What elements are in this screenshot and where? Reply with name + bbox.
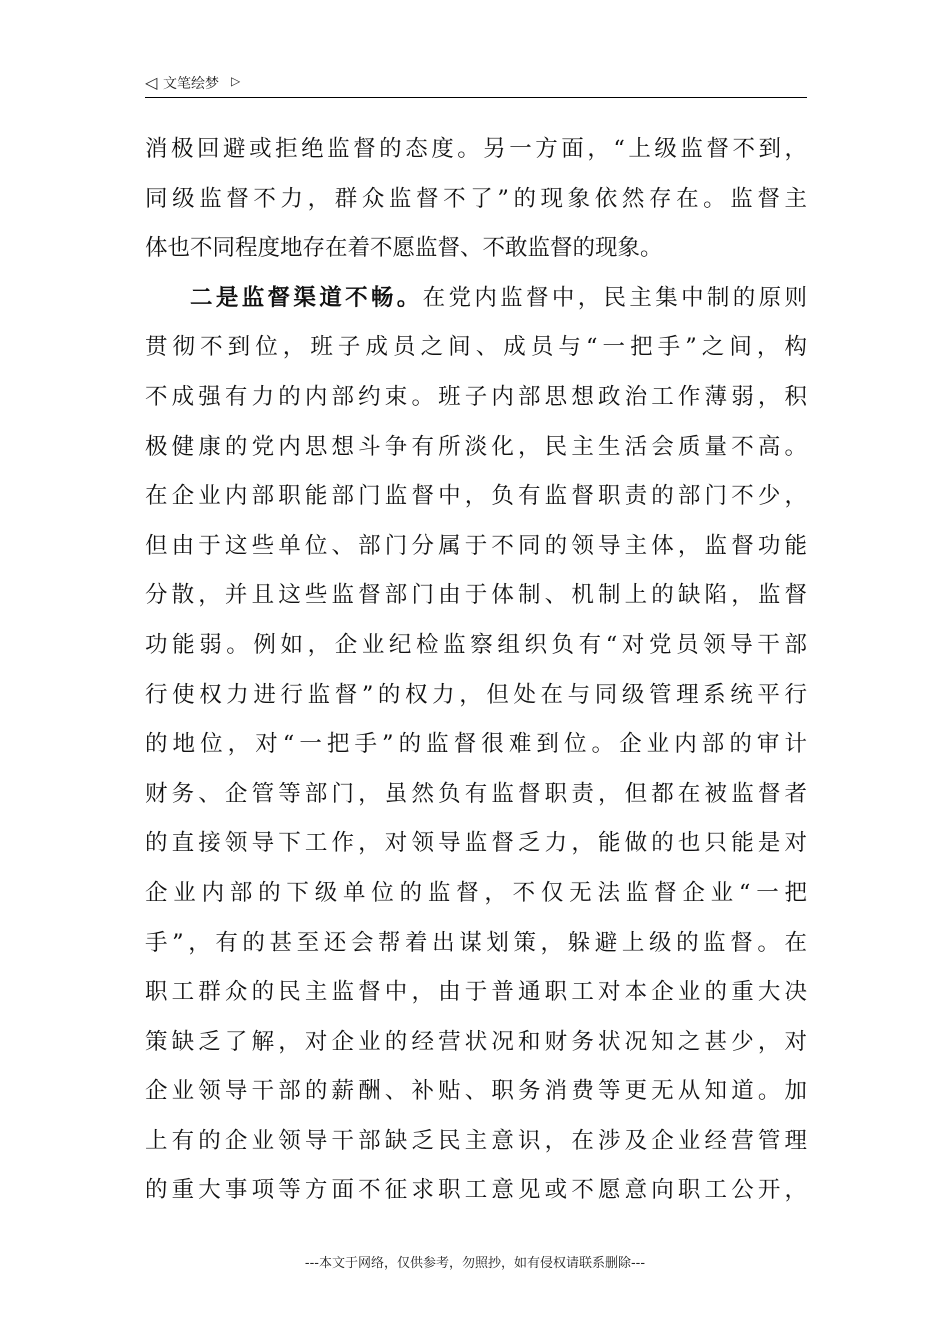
document-body: [145, 125, 807, 1216]
text-line: 企业内部的下级单位的监督，不仅无法监督企业“一把: [145, 879, 807, 906]
text-line: 的重大事项等方面不征求职工意见或不愿意向职工公开，: [145, 1177, 807, 1204]
text-line: 极健康的党内思想斗争有所淡化，民主生活会质量不高。: [145, 433, 807, 460]
triangle-right-icon: ▷: [231, 74, 241, 88]
text-line: 上有的企业领导干部缺乏民主意识，在涉及企业经营管理: [145, 1127, 807, 1154]
text-line: 体也不同程度地存在着不愿监督、不敢监督的现象。: [145, 235, 663, 262]
text-line: 策缺乏了解，对企业的经营状况和财务状况知之甚少，对: [145, 1028, 807, 1055]
text-line: 在企业内部职能部门监督中，负有监督职责的部门不少，: [145, 483, 807, 510]
text-line: 但由于这些单位、部门分属于不同的领导主体，监督功能: [145, 532, 807, 559]
text-line: 贯彻不到位，班子成员之间、成员与“一把手”之间，构: [145, 334, 807, 361]
text-line: 的直接领导下工作，对领导监督乏力，能做的也只能是对: [145, 830, 807, 857]
header-divider: [145, 97, 807, 98]
text-line: 不成强有力的内部约束。班子内部思想政治工作薄弱，积: [145, 383, 807, 410]
text-line: 财务、企管等部门，虽然负有监督职责，但都在被监督者: [145, 780, 807, 807]
footer-disclaimer: ---本文于网络，仅供参考，勿照抄，如有侵权请联系删除---: [304, 1256, 646, 1271]
text-line: 企业领导干部的薪酬、补贴、职务消费等更无从知道。加: [145, 1078, 807, 1105]
text-line: 分散，并且这些监督部门由于体制、机制上的缺陷，监督: [145, 582, 807, 609]
header-title: 文笔绘梦: [163, 76, 219, 92]
paragraph-first-line: [145, 274, 807, 324]
text-line: 行使权力进行监督”的权力，但处在与同级管理系统平行: [145, 681, 807, 708]
text-line: 职工群众的民主监督中，由于普通职工对本企业的重大决: [145, 979, 807, 1006]
text-line: 手”，有的甚至还会帮着出谋划策，躲避上级的监督。在: [145, 929, 807, 956]
text-line: 消极回避或拒绝监督的态度。另一方面，“上级监督不到，: [145, 136, 807, 162]
text-line: 同级监督不力，群众监督不了”的现象依然存在。监督主: [145, 185, 807, 212]
text-line: 功能弱。例如，企业纪检监察组织负有“对党员领导干部: [145, 631, 807, 658]
text-line: 的地位，对“一把手”的监督很难到位。企业内部的审计: [145, 731, 807, 758]
paragraph-heading: 二是监督渠道不畅。: [190, 284, 423, 311]
text-line: 在党内监督中，民主集中制的原则: [422, 284, 807, 311]
triangle-left-icon: ◁: [145, 73, 158, 92]
page-header: [145, 72, 807, 98]
